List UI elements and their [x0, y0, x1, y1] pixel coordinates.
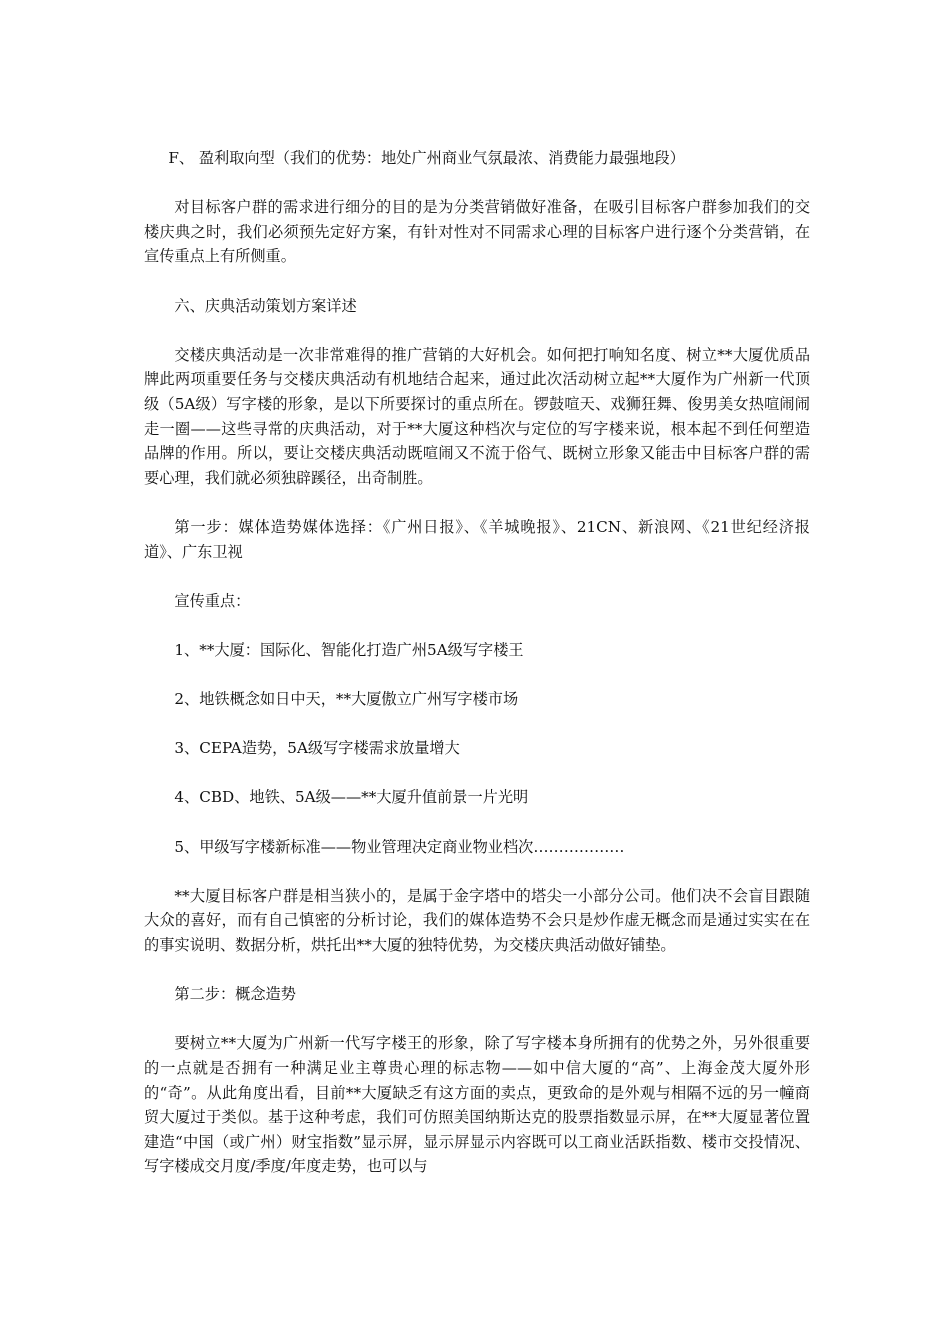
paragraph-segmentation-purpose: 对目标客户群的需求进行细分的目的是为分类营销做好准备，在吸引目标客户群参加我们的交楼庆典之时，我们必须预先定好方案，有针对性对不同需求心理的目标客户进行逐个分类营销，在宣传重点上有所侧重。 — [144, 198, 810, 266]
paragraph-target-clients: **大厦目标客户群是相当狭小的，是属于金字塔中的塔尖一小部分公司。他们决不会盲目跟随大众的喜好，而有自己慎密的分析讨论，我们的媒体造势不会只是炒作虚无概念而是通过实实在在的事实说明、数据分析，烘托出**大厦的独特优势，为交楼庆典活动做好铺垫。 — [144, 886, 810, 954]
publicity-focus-label: 宣传重点： — [174, 591, 251, 610]
section-f-heading: F、 盈利取向型（我们的优势：地处广州商业气氛最浓、消费能力最强地段） — [168, 149, 685, 167]
section-six-heading: 六、庆典活动策划方案详述 — [174, 296, 357, 315]
list-item: 4、CBD、地铁、5A级——**大厦升值前景一片光明 — [174, 788, 529, 807]
list-item: 1、**大厦：国际化、智能化打造广州5A级写字楼王 — [174, 640, 524, 659]
step-two-heading: 第二步：概念造势 — [174, 985, 296, 1004]
list-item: 2、地铁概念如日中天，**大厦傲立广州写字楼市场 — [174, 690, 519, 709]
step-one-media: 第一步：媒体造势媒体选择：《广州日报》、《羊城晚报》、21CN、新浪网、《21世纪经济报道》、广东卫视 — [144, 517, 810, 561]
list-item: 3、CEPA造势，5A级写字楼需求放量增大 — [174, 739, 460, 758]
list-item: 5、甲级写字楼新标准——物业管理决定商业物业档次……………… — [174, 837, 625, 856]
paragraph-ceremony-opportunity: 交楼庆典活动是一次非常难得的推广营销的大好机会。如何把打响知名度、树立**大厦优质品牌此两项重要任务与交楼庆典活动有机地结合起来，通过此次活动树立起**大厦作为广州新一代顶级（5A级）写字楼的形象，是以下所要探讨的重点所在。锣鼓喧天、戏狮狂舞、俊男美女热喧闹闹走一圈——这些寻常的庆典活动，对于**大厦这种档次与定位的写字楼来说，根本起不到任何塑造品牌的作用。所以，要让交楼庆典活动既喧闹又不流于俗气、既树立形象又能击中目标客户群的需要心理，我们就必须独辟蹊径，出奇制胜。 — [144, 345, 810, 487]
document-page — [144, 146, 810, 1179]
paragraph-concept-building: 要树立**大厦为广州新一代写字楼王的形象，除了写字楼本身所拥有的优势之外，另外很重要的一点就是否拥有一种满足业主尊贵心理的标志物——如中信大厦的“高”、上海金茂大厦外形的“奇”。从此角度出看，目前**大厦缺乏有这方面的卖点，更致命的是外观与相隔不远的另一幢商贸大厦过于类似。基于这种考虑，我们可仿照美国纳斯达克的股票指数显示屏，在**大厦显著位置建造“中国（或广州）财宝指数”显示屏，显示屏显示内容既可以工商业活跃指数、楼市交投情况、写字楼成交月度/季度/年度走势，也可以与 — [144, 1034, 810, 1176]
